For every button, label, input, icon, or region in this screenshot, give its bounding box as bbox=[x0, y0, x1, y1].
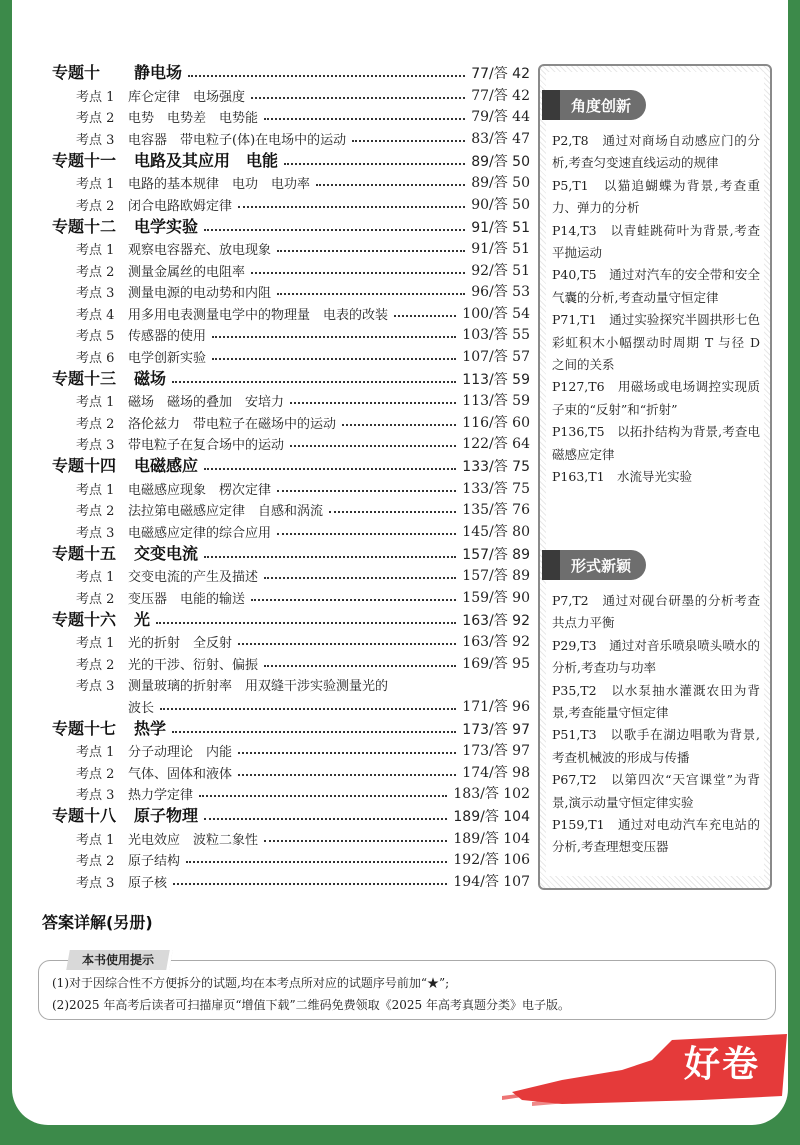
toc-label: 考点 1 bbox=[76, 482, 115, 498]
toc-label: 专题十五 bbox=[52, 543, 117, 563]
dot-leader bbox=[251, 599, 456, 601]
toc-page: 107/答 57 bbox=[462, 348, 530, 365]
toc-title: 洛伦兹力 带电粒子在磁场中的运动 bbox=[128, 416, 337, 432]
toc-point-row bbox=[52, 476, 530, 498]
dot-leader bbox=[160, 708, 456, 710]
toc-point-row bbox=[52, 739, 530, 761]
toc-point-row bbox=[52, 869, 530, 891]
toc-label: 专题十一 bbox=[52, 150, 117, 170]
toc-topic-row bbox=[52, 716, 530, 739]
innovation-list bbox=[552, 130, 760, 489]
toc-page: 157/答 89 bbox=[462, 568, 530, 584]
dot-leader bbox=[329, 511, 456, 513]
toc-point-row bbox=[52, 237, 530, 259]
toc-point-row bbox=[52, 344, 530, 366]
toc-page: 189/答 104 bbox=[453, 830, 530, 847]
toc-title: 带电粒子在复合场中的运动 bbox=[128, 438, 285, 453]
sidebar-item: P29,T3 通过对音乐喷泉喷头喷水的分析,考查功与功率 bbox=[552, 637, 760, 676]
toc-title: 热学 bbox=[134, 718, 167, 738]
toc-page: 189/答 104 bbox=[453, 809, 530, 825]
toc-page: 159/答 90 bbox=[462, 589, 530, 606]
toc-point-row bbox=[52, 410, 530, 432]
toc-page: 116/答 60 bbox=[462, 414, 530, 431]
toc-title: 电容器 带电粒子(体)在电场中的运动 bbox=[128, 132, 347, 148]
novel-title: 形式新颖 bbox=[570, 556, 631, 575]
dot-leader bbox=[264, 577, 456, 579]
toc-title: 原子核 bbox=[128, 875, 168, 891]
toc-label: 考点 1 bbox=[76, 745, 115, 760]
toc-point-row bbox=[52, 519, 530, 541]
toc-label: 考点 3 bbox=[76, 875, 115, 891]
dot-leader bbox=[264, 665, 456, 667]
toc-title: 光电效应 波粒二象性 bbox=[128, 832, 259, 848]
toc-title: 变压器 电能的输送 bbox=[128, 591, 246, 607]
toc-title: 用多用电表测量电学中的物理量 电表的改装 bbox=[128, 307, 389, 323]
dot-leader bbox=[172, 381, 456, 383]
toc-topic-row bbox=[52, 366, 530, 389]
toc-point-row bbox=[52, 301, 530, 323]
toc-page: 83/答 47 bbox=[471, 130, 530, 147]
toc-title: 原子物理 bbox=[134, 806, 199, 825]
dot-leader bbox=[156, 622, 456, 624]
dot-leader bbox=[290, 445, 456, 447]
toc-page: 163/答 92 bbox=[462, 612, 530, 629]
usage-line-1: (1)对于因综合性不方便拆分的试题,均在本考点所对应的试题序号前加“★”; bbox=[52, 976, 450, 990]
toc-title: 静电场 bbox=[134, 63, 183, 82]
toc-page: 96/答 53 bbox=[471, 284, 530, 300]
toc-topic-row bbox=[52, 607, 530, 630]
toc-point-row bbox=[52, 126, 530, 148]
toc-page: 169/答 95 bbox=[462, 655, 530, 672]
toc-topic-row bbox=[52, 803, 530, 826]
page bbox=[12, 0, 788, 1125]
dot-leader bbox=[394, 315, 456, 317]
toc-title: 测量玻璃的折射率 用双缝干涉实验测量光的 bbox=[128, 679, 389, 694]
toc-title: 交变电流的产生及描述 bbox=[128, 570, 259, 585]
sidebar-item: P127,T6 用磁场或电场调控实现质子束的“反射”和“折射” bbox=[552, 379, 760, 417]
usage-tips bbox=[38, 950, 776, 1020]
dot-leader bbox=[238, 774, 456, 776]
dot-leader bbox=[204, 818, 447, 820]
toc-page: 173/答 97 bbox=[462, 721, 530, 738]
toc-title: 电路的基本规律 电功 电功率 bbox=[128, 177, 311, 192]
toc-label: 考点 2 bbox=[76, 198, 115, 214]
toc-point-row bbox=[52, 673, 530, 695]
toc-label: 考点 1 bbox=[76, 89, 115, 105]
toc-label: 考点 3 bbox=[76, 286, 115, 301]
dot-leader bbox=[251, 272, 465, 274]
toc-title: 光 bbox=[134, 609, 151, 629]
toc-page: 89/答 50 bbox=[471, 153, 530, 170]
toc-page: 77/答 42 bbox=[471, 87, 530, 104]
toc-point-row bbox=[52, 760, 530, 782]
dot-leader bbox=[264, 840, 447, 842]
toc-label: 考点 2 bbox=[76, 591, 115, 607]
toc-title: 原子结构 bbox=[128, 854, 181, 869]
dot-leader bbox=[277, 490, 456, 492]
toc-point-row bbox=[52, 498, 530, 520]
toc-label: 专题十七 bbox=[52, 718, 117, 738]
innovation-tag bbox=[542, 90, 646, 120]
toc-label: 考点 6 bbox=[76, 350, 115, 366]
toc-page: 163/答 92 bbox=[462, 634, 530, 650]
toc-title: 分子动理论 内能 bbox=[128, 745, 233, 760]
dot-leader bbox=[277, 250, 465, 252]
toc-title: 电学创新实验 bbox=[128, 350, 207, 366]
sidebar-item: P35,T2 以水泵抽水灌溉农田为背景,考查能量守恒定律 bbox=[552, 682, 760, 721]
toc-title: 电磁感应定律的综合应用 bbox=[128, 525, 272, 541]
dot-leader bbox=[264, 118, 465, 120]
dot-leader bbox=[204, 468, 456, 470]
toc-label: 考点 1 bbox=[76, 570, 115, 585]
dot-leader bbox=[172, 731, 456, 733]
sidebar-item: P2,T8 通过对商场自动感应门的分析,考查匀变速直线运动的规律 bbox=[552, 133, 760, 171]
toc-label: 考点 3 bbox=[76, 525, 115, 541]
toc-page: 192/答 106 bbox=[453, 852, 530, 868]
toc-point-row bbox=[52, 694, 530, 716]
toc-page: 100/答 54 bbox=[462, 305, 530, 322]
dot-leader bbox=[277, 533, 456, 535]
dot-leader bbox=[238, 206, 465, 208]
toc-label: 专题十四 bbox=[52, 456, 117, 475]
toc-label: 考点 3 bbox=[76, 788, 115, 803]
toc-label: 专题十六 bbox=[52, 609, 117, 629]
toc-label: 考点 1 bbox=[76, 243, 115, 258]
toc-label: 专题十八 bbox=[52, 806, 117, 825]
toc-point-row bbox=[52, 432, 530, 454]
toc-point-row bbox=[52, 83, 530, 105]
toc-point-row bbox=[52, 564, 530, 586]
toc-page: 145/答 80 bbox=[462, 523, 530, 540]
novel-list bbox=[552, 590, 760, 859]
toc-title: 磁场 bbox=[134, 368, 167, 388]
toc-point-row bbox=[52, 389, 530, 411]
toc-page: 77/答 42 bbox=[471, 66, 530, 82]
toc-label: 考点 1 bbox=[76, 832, 115, 848]
toc-page: 91/答 51 bbox=[471, 219, 530, 236]
dot-leader bbox=[212, 336, 456, 338]
toc-point-row bbox=[52, 585, 530, 607]
toc-point-row bbox=[52, 782, 530, 804]
toc-label: 考点 4 bbox=[76, 307, 115, 323]
toc-page: 135/答 76 bbox=[462, 502, 530, 518]
dot-leader bbox=[316, 184, 465, 186]
toc-topic-row bbox=[52, 148, 530, 171]
toc-label: 考点 2 bbox=[76, 657, 115, 673]
toc-label: 专题十三 bbox=[52, 368, 117, 388]
toc-label: 考点 5 bbox=[76, 329, 115, 344]
toc-page: 113/答 59 bbox=[462, 393, 530, 409]
toc-page: 183/答 102 bbox=[453, 786, 530, 802]
toc-page: 174/答 98 bbox=[462, 764, 530, 781]
toc-title: 交变电流 bbox=[134, 543, 199, 563]
toc-page: 103/答 55 bbox=[462, 327, 530, 343]
toc-label: 考点 2 bbox=[76, 264, 115, 280]
usage-line-2: (2)2025 年高考后读者可扫描扉页“增值下载”二维码免费领取《2025 年高考真题分类》电子版。 bbox=[52, 998, 570, 1012]
toc-label: 专题十 bbox=[52, 63, 101, 82]
toc-page: 157/答 89 bbox=[462, 546, 530, 563]
toc-point-row bbox=[52, 848, 530, 870]
sidebar-item: P159,T1 通过对电动汽车充电站的分析,考查理想变压器 bbox=[552, 817, 760, 855]
dot-leader bbox=[251, 97, 465, 99]
toc-label: 专题十二 bbox=[52, 216, 117, 236]
answers-heading: 答案详解(另册) bbox=[42, 913, 153, 932]
toc-page: 171/答 96 bbox=[462, 698, 530, 715]
dot-leader bbox=[342, 424, 456, 426]
toc-point-row bbox=[52, 630, 530, 652]
toc-title: 电路及其应用 电能 bbox=[134, 150, 279, 170]
toc-label: 考点 2 bbox=[76, 766, 115, 782]
dot-leader bbox=[290, 402, 456, 404]
toc-point-row bbox=[52, 826, 530, 848]
sidebar-item: P71,T1 通过实验探究半圆拱形七色彩虹积木小幅摆动时周期 T 与径 D 之间的关系 bbox=[552, 312, 760, 373]
toc-page: 92/答 51 bbox=[471, 262, 530, 279]
dot-leader bbox=[188, 75, 465, 77]
toc-title: 电磁感应现象 楞次定律 bbox=[128, 482, 272, 498]
toc-title: 气体、固体和液体 bbox=[128, 766, 233, 782]
toc-title: 电学实验 bbox=[134, 216, 199, 236]
toc-label: 考点 2 bbox=[76, 416, 115, 432]
toc-label: 考点 3 bbox=[76, 438, 115, 453]
sidebar-item: P136,T5 以拓扑结构为背景,考查电磁感应定律 bbox=[552, 424, 760, 462]
toc-title: 库仑定律 电场强度 bbox=[128, 89, 246, 105]
toc-title: 光的干涉、衍射、偏振 bbox=[128, 657, 259, 673]
dot-leader bbox=[284, 163, 465, 165]
toc-page: 90/答 50 bbox=[471, 196, 530, 213]
toc-page: 173/答 97 bbox=[462, 743, 530, 759]
toc-title: 测量电源的电动势和内阻 bbox=[128, 286, 272, 301]
toc-page: 133/答 75 bbox=[462, 459, 530, 475]
toc-title: 光的折射 全反射 bbox=[128, 636, 233, 651]
dot-leader bbox=[204, 556, 456, 558]
toc-topic-row bbox=[52, 214, 530, 237]
toc-topic-row bbox=[52, 60, 530, 83]
toc-page: 79/答 44 bbox=[471, 109, 530, 125]
dot-leader bbox=[238, 752, 456, 754]
sidebar-item: P7,T2 通过对砚台研墨的分析考查共点力平衡 bbox=[552, 593, 760, 631]
toc-page: 91/答 51 bbox=[471, 241, 530, 257]
usage-tab: 本书使用提示 bbox=[66, 950, 173, 970]
dot-leader bbox=[238, 643, 456, 645]
toc-title: 闭合电路欧姆定律 bbox=[128, 198, 233, 214]
toc-label: 考点 2 bbox=[76, 504, 115, 519]
toc-point-row bbox=[52, 171, 530, 193]
toc-page: 194/答 107 bbox=[453, 873, 530, 890]
toc-label: 考点 1 bbox=[76, 177, 115, 192]
dot-leader bbox=[212, 358, 456, 360]
toc-title: 热力学定律 bbox=[128, 788, 194, 803]
sidebar-panel bbox=[538, 64, 772, 890]
dot-leader bbox=[186, 861, 447, 863]
sidebar-item: P51,T3 以歌手在湖边唱歌为背景,考查机械波的形成与传播 bbox=[552, 727, 760, 765]
toc-label: 考点 3 bbox=[76, 132, 115, 148]
toc-topic-row bbox=[52, 541, 530, 564]
table-of-contents bbox=[52, 60, 530, 891]
toc-page: 89/答 50 bbox=[471, 175, 530, 191]
sidebar-item: P163,T1 水流导光实验 bbox=[552, 469, 693, 485]
toc-point-row bbox=[52, 192, 530, 214]
toc-point-row bbox=[52, 280, 530, 302]
toc-title: 传感器的使用 bbox=[128, 329, 207, 344]
toc-title: 磁场 磁场的叠加 安培力 bbox=[128, 395, 285, 410]
toc-label: 考点 1 bbox=[76, 395, 115, 410]
toc-label: 考点 1 bbox=[76, 636, 115, 651]
toc-title: 电势 电势差 电势能 bbox=[128, 111, 259, 126]
toc-point-row bbox=[52, 323, 530, 345]
sidebar-item: P5,T1 以猫追蝴蝶为背景,考查重力、弹力的分析 bbox=[552, 177, 760, 216]
toc-point-row bbox=[52, 258, 530, 280]
toc-page: 133/答 75 bbox=[462, 480, 530, 497]
innovation-title: 角度创新 bbox=[570, 96, 631, 115]
toc-title: 观察电容器充、放电现象 bbox=[128, 243, 272, 258]
sidebar-item: P14,T3 以青蛙跳荷叶为背景,考查平抛运动 bbox=[552, 222, 760, 261]
toc-point-row bbox=[52, 651, 530, 673]
toc-page: 113/答 59 bbox=[462, 371, 530, 388]
toc-title: 波长 bbox=[128, 700, 155, 716]
dot-leader bbox=[204, 229, 465, 231]
toc-point-row bbox=[52, 105, 530, 127]
dot-leader bbox=[277, 293, 465, 295]
toc-title: 电磁感应 bbox=[134, 456, 199, 475]
toc-title: 法拉第电磁感应定律 自感和涡流 bbox=[128, 504, 324, 519]
novel-tag bbox=[542, 550, 646, 580]
toc-title: 测量金属丝的电阻率 bbox=[128, 264, 246, 280]
toc-topic-row bbox=[52, 453, 530, 476]
dot-leader bbox=[352, 140, 465, 142]
dot-leader bbox=[173, 883, 447, 885]
toc-label: 考点 3 bbox=[76, 679, 115, 694]
toc-page: 122/答 64 bbox=[462, 436, 530, 452]
dot-leader bbox=[199, 795, 447, 797]
toc-label: 考点 2 bbox=[76, 111, 115, 126]
sidebar-item: P40,T5 通过对汽车的安全带和安全气囊的分析,考查动量守恒定律 bbox=[552, 267, 760, 305]
sidebar-item: P67,T2 以第四次“天宫课堂”为背景,演示动量守恒定律实验 bbox=[552, 772, 760, 810]
stamp-text: 好卷 bbox=[683, 1044, 760, 1085]
toc-label: 考点 2 bbox=[76, 854, 115, 869]
